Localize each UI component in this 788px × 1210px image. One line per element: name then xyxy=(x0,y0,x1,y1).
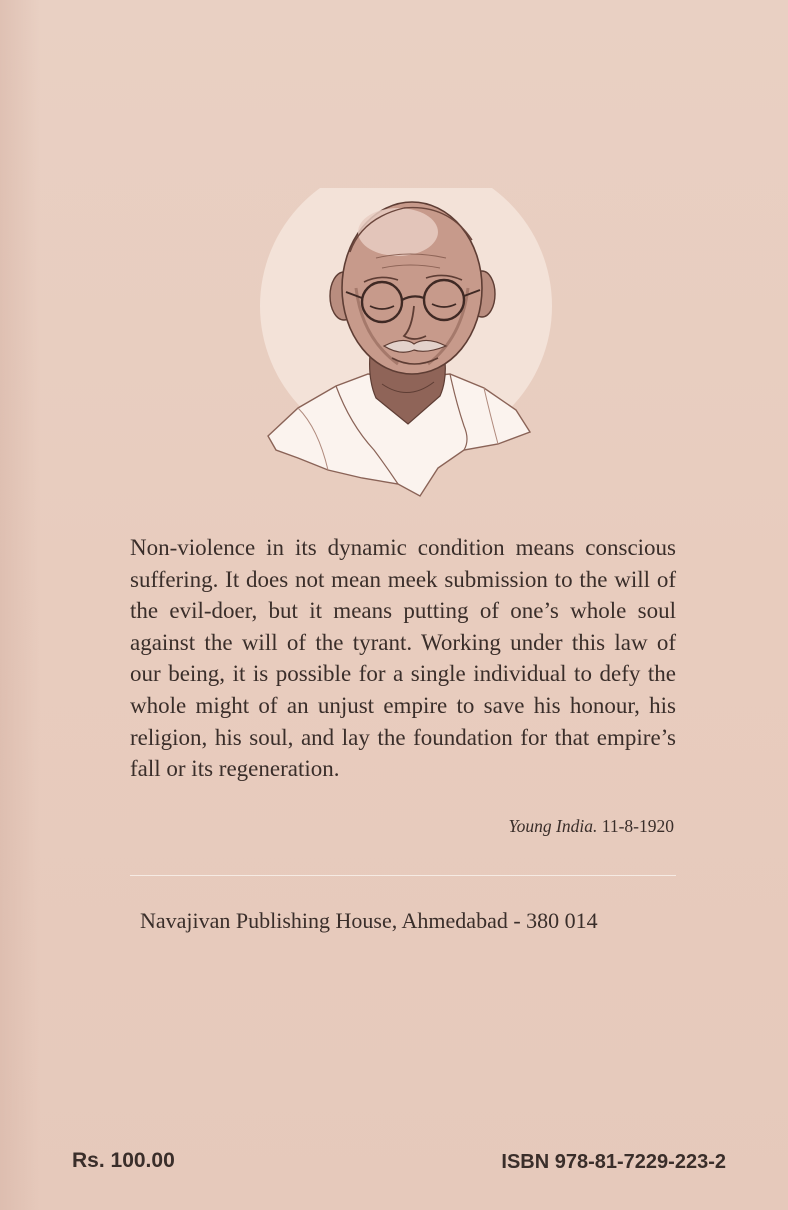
citation-date: 11-8-1920 xyxy=(601,816,674,836)
publisher-line: Navajivan Publishing House, Ahmedabad - 380 014 xyxy=(140,908,598,933)
quote-citation xyxy=(509,816,674,837)
isbn-label: ISBN 978-81-7229-223-2 xyxy=(501,1151,726,1173)
price-label: Rs. 100.00 xyxy=(72,1149,175,1172)
divider xyxy=(130,875,676,876)
quote-text: Non-violence in its dynamic condition means conscious suffering. It does not mean meek submission to the will of the evil-doer, but it means putting of one’s whole soul against the will of the tyrant. Working under this law of our being, it is possible for a single individual to defy the whole might of an unjust empire to save his honour, his religion, his soul, and lay the foundation for that empire’s fall or its regeneration. xyxy=(130,535,676,782)
gandhi-portrait-icon xyxy=(258,188,558,508)
citation-source: Young India. xyxy=(508,816,598,836)
